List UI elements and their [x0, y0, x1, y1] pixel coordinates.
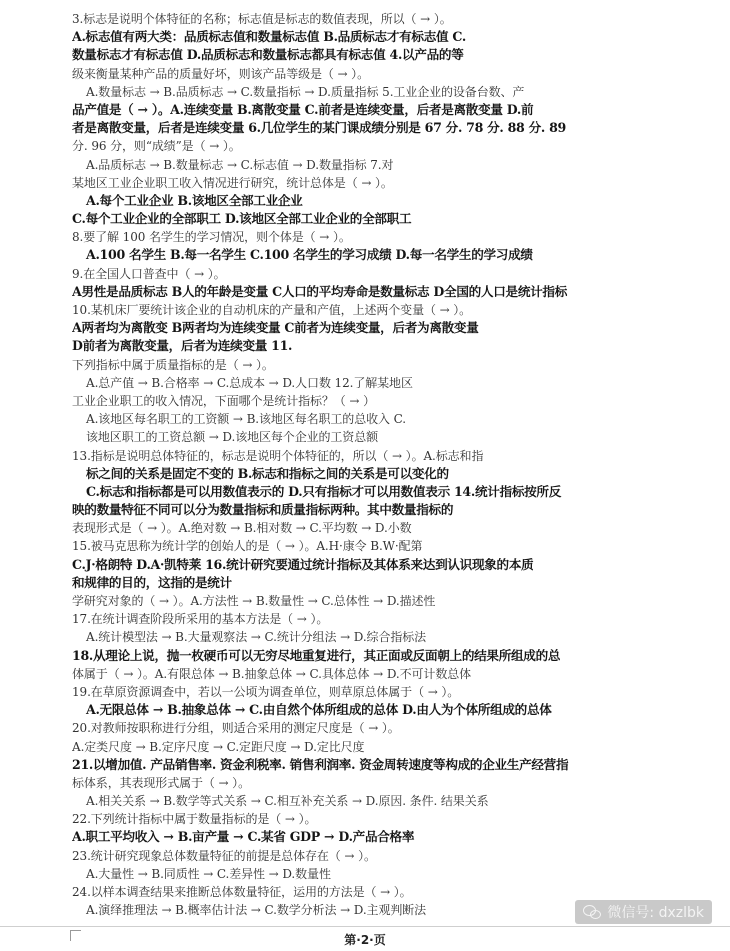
text-line: 标之间的关系是固定不变的 B.标志和指标之间的关系是可以变化的 — [86, 465, 449, 481]
text-line: 19.在草原资源调查中，若以一公顷为调查单位，则草原总体属于（ → ）。 — [72, 684, 460, 699]
text-line: A.100 名学生 B.每一名学生 C.100 名学生的学习成绩 D.每一名学生的学习成绩 — [86, 247, 533, 263]
document-body — [72, 10, 644, 919]
page-number: 第·2·页 — [344, 933, 386, 947]
text-line: 品产值是（ → ）。A.连续变量 B.离散变量 C.前者是连续变量，后者是离散变量 D.前 — [72, 101, 534, 117]
text-line: 17.在统计调查阶段所采用的基本方法是（ → ）。 — [72, 612, 329, 627]
text-line: 该地区职工的工资总额 → D.该地区每个企业的工资总额 — [86, 430, 378, 445]
text-line: 下列指标中属于质量指标的是（ → ）。 — [72, 357, 274, 372]
text-line: A.每个工业企业 B.该地区全部工业企业 — [86, 192, 303, 208]
text-line: 20.对教师按职称进行分组，则适合采用的测定尺度是（ → ）。 — [72, 721, 400, 736]
text-line: 10.某机床厂要统计该企业的自动机床的产量和产值，上述两个变量（ → ）。 — [72, 303, 472, 317]
text-line: A.总产值 → B.合格率 → C.总成本 → D.人口数 12.了解某地区 — [86, 375, 413, 390]
text-line: 表现形式是（ → ）。A.绝对数 → B.相对数 → C.平均数 → D.小数 — [72, 521, 412, 536]
text-line: 18.从理论上说，抛一枚硬币可以无穷尽地重复进行，其正面或反面朝上的结果所组成的总 — [72, 647, 561, 663]
text-line: A.数量标志 → B.品质标志 → C.数量指标 → D.质量指标 5.工业企业的设备台数、产 — [86, 84, 525, 99]
text-line: 23.统计研究现象总体数量特征的前提是总体存在（ → ）。 — [72, 848, 376, 863]
text-line: A.演绎推理法 → B.概率估计法 → C.数学分析法 → D.主观判断法 — [86, 903, 427, 918]
text-line: 24.以样本调查结果来推断总体数量特征，运用的方法是（ → ）。 — [72, 885, 412, 899]
wechat-watermark — [575, 900, 712, 924]
page-footer — [0, 926, 730, 951]
text-line: 22.下列统计指标中属于数量指标的是（ → ）。 — [72, 812, 317, 827]
text-line: 映的数量特征不同可以分为数量指标和质量指标两种。其中数量指标的 — [72, 502, 454, 518]
text-line: 标体系，其表现形式属于（ → ）。 — [72, 775, 250, 790]
text-line: 分. 96 分，则“成绩”是（ → ）。 — [72, 139, 241, 154]
text-line: A.相关关系 → B.数学等式关系 → C.相互补充关系 → D.原因. 条件. 结果关系 — [86, 794, 489, 809]
text-line: A两者均为离散变 B两者均为连续变量 C前者为连续变量，后者为离散变量 — [72, 320, 479, 336]
watermark-text: 微信号: dxzlbk — [607, 905, 704, 921]
text-line: 数量标志才有标志值 D.品质标志和数量标志都具有标志值 4.以产品的等 — [72, 47, 464, 63]
text-line: A.标志值有两大类：品质标志值和数量标志值 B.品质标志才有标志值 C. — [72, 29, 466, 45]
text-line: 21.以增加值. 产品销售率. 资金利税率. 销售利润率. 资金周转速度等构成的企业生产经营指 — [72, 756, 569, 772]
text-line: 8.要了解 100 名学生的学习情况，则个体是（ → ）。 — [72, 230, 351, 245]
text-line: D前者为离散变量，后者为连续变量 11. — [72, 338, 293, 354]
text-line: 工业企业职工的收入情况，下面哪个是统计指标？（ → ） — [72, 393, 375, 408]
text-line: C.标志和指标都是可以用数值表示的 D.只有指标才可以用数值表示 14.统计指标按所反 — [86, 483, 562, 499]
text-line: A.无限总体 → B.抽象总体 → C.由自然个体所组成的总体 D.由人为个体所组成的总体 — [86, 702, 552, 718]
text-line: 体属于（ → ）。A.有限总体 → B.抽象总体 → C.具体总体 → D.不可计数总体 — [72, 666, 472, 681]
text-line: A.统计模型法 → B.大量观察法 → C.统计分组法 → D.综合指标法 — [86, 630, 427, 645]
text-line: C.每个工业企业的全部职工 D.该地区全部工业企业的全部职工 — [72, 211, 412, 227]
text-line: A.职工平均收入 → B.亩产量 → C.某省 GDP → D.产品合格率 — [72, 829, 415, 845]
text-line: C.J·格朗特 D.A·凯特莱 16.统计研究要通过统计指标及其体系来达到认识现象的本质 — [72, 556, 534, 572]
text-line: 者是离散变量，后者是连续变量 6.几位学生的某门课成绩分别是 67 分. 78 分. 88 分. 89 — [72, 120, 566, 136]
text-line: A.大量性 → B.同质性 → C.差异性 → D.数量性 — [86, 866, 331, 881]
text-line: 3.标志是说明个体特征的名称；标志值是标志的数值表现，所以（ → ）。 — [72, 12, 452, 26]
text-line: A.品质标志 → B.数量标志 → C.标志值 → D.数量指标 7.对 — [86, 157, 394, 172]
text-line: 某地区工业企业职工收入情况进行研究，统计总体是（ → ）。 — [72, 175, 393, 190]
text-line: A男性是品质标志 B人的年龄是变量 C人口的平均寿命是数量标志 D全国的人口是统计指标 — [72, 283, 567, 299]
text-line: 15.被马克思称为统计学的创始人的是（ → ）。A.H·康令 B.W·配第 — [72, 539, 423, 554]
text-line: 13.指标是说明总体特征的，标志是说明个体特征的，所以（ → ）。A.标志和指 — [72, 448, 484, 463]
text-line: 和规律的目的，这指的是统计 — [72, 574, 232, 590]
text-line: 9.在全国人口普查中（ → ）。 — [72, 266, 226, 281]
text-line: A.定类尺度 → B.定序尺度 → C.定距尺度 → D.定比尺度 — [72, 739, 365, 754]
text-line: 学研究对象的（ → ）。A.方法性 → B.数量性 → C.总体性 → D.描述性 — [72, 594, 436, 608]
text-line: A.该地区每名职工的工资额 → B.该地区每名职工的总收入 C. — [86, 412, 406, 427]
text-line: 级来衡量某种产品的质量好坏，则该产品等级是（ → ）。 — [72, 66, 369, 81]
wechat-icon — [583, 905, 601, 919]
